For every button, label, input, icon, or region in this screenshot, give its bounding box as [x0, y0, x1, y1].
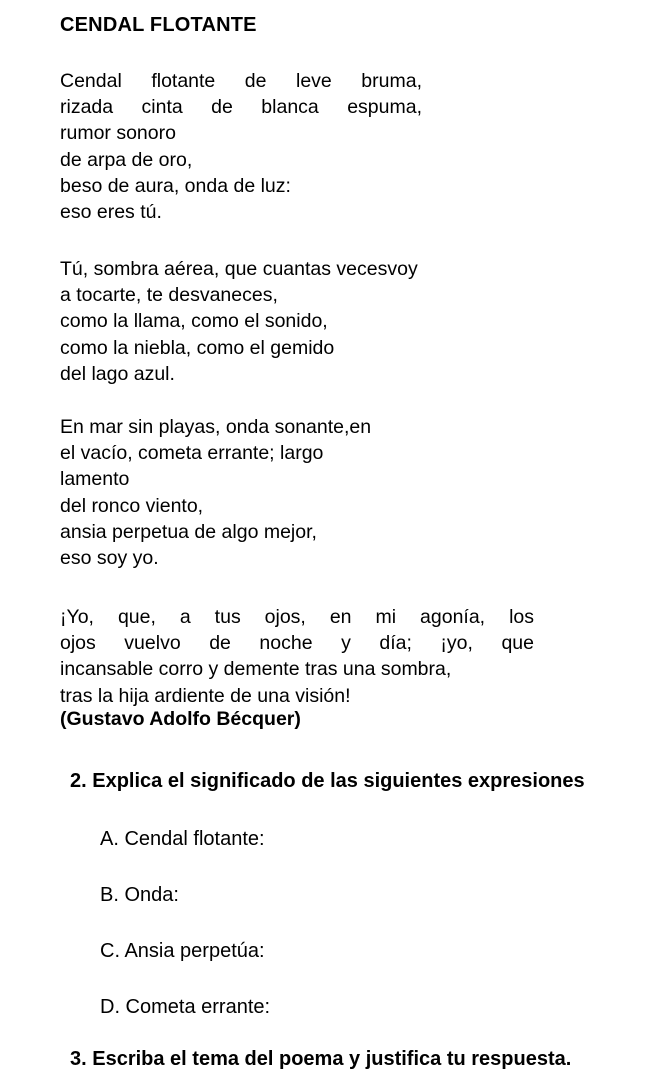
stanza-1 — [60, 68, 422, 225]
option-b: B. Onda: — [100, 884, 179, 906]
stanza-3 — [60, 414, 538, 571]
poem-line: En mar sin playas, onda sonante,en — [60, 416, 372, 438]
poem-line: del lago azul. — [60, 362, 175, 385]
poem-line: el vacío, cometa errante; largo — [60, 442, 324, 465]
option-c: C. Ansia perpetúa: — [100, 940, 265, 962]
poem-line: tras la hija ardiente de una visión! — [60, 684, 351, 707]
poem-line: del ronco viento, — [60, 494, 204, 517]
poem-line: como la niebla, como el gemido — [60, 336, 335, 359]
option-d: D. Cometa errante: — [100, 996, 271, 1018]
poem-line: eso soy yo. — [60, 546, 159, 569]
poem-line: incansable corro y demente tras una sombra, — [60, 658, 452, 681]
stanza-4 — [60, 604, 534, 709]
option-a: A. Cendal flotante: — [100, 828, 265, 850]
question-2: 2. Explica el significado de las siguientes expresiones — [70, 770, 585, 792]
poem-title: CENDAL FLOTANTE — [60, 14, 257, 36]
poem-line: de arpa de oro, — [60, 148, 193, 171]
poem-line: beso de aura, onda de luz: — [60, 174, 291, 197]
poem-line: a tocarte, te desvaneces, — [60, 284, 278, 307]
poem-line: ojos vuelvo de noche y día; ¡yo, que — [60, 632, 534, 655]
poem-line: ¡Yo, que, a tus ojos, en mi agonía, los — [60, 606, 534, 628]
poem-author: (Gustavo Adolfo Bécquer) — [60, 708, 301, 730]
poem-line: lamento — [60, 468, 130, 491]
question-3: 3. Escriba el tema del poema y justifica tu respuesta. — [70, 1048, 572, 1070]
poem-line: rizada cinta de blanca espuma, — [60, 96, 422, 119]
poem-line: rumor sonoro — [60, 122, 176, 145]
poem-line: ansia perpetua de algo mejor, — [60, 520, 317, 543]
poem-line: como la llama, como el sonido, — [60, 310, 328, 333]
poem-line: eso eres tú. — [60, 200, 162, 223]
stanza-2 — [60, 256, 538, 387]
poem-line: Tú, sombra aérea, que cuantas vecesvoy — [60, 258, 418, 280]
poem-line: Cendal flotante de leve bruma, — [60, 70, 422, 92]
